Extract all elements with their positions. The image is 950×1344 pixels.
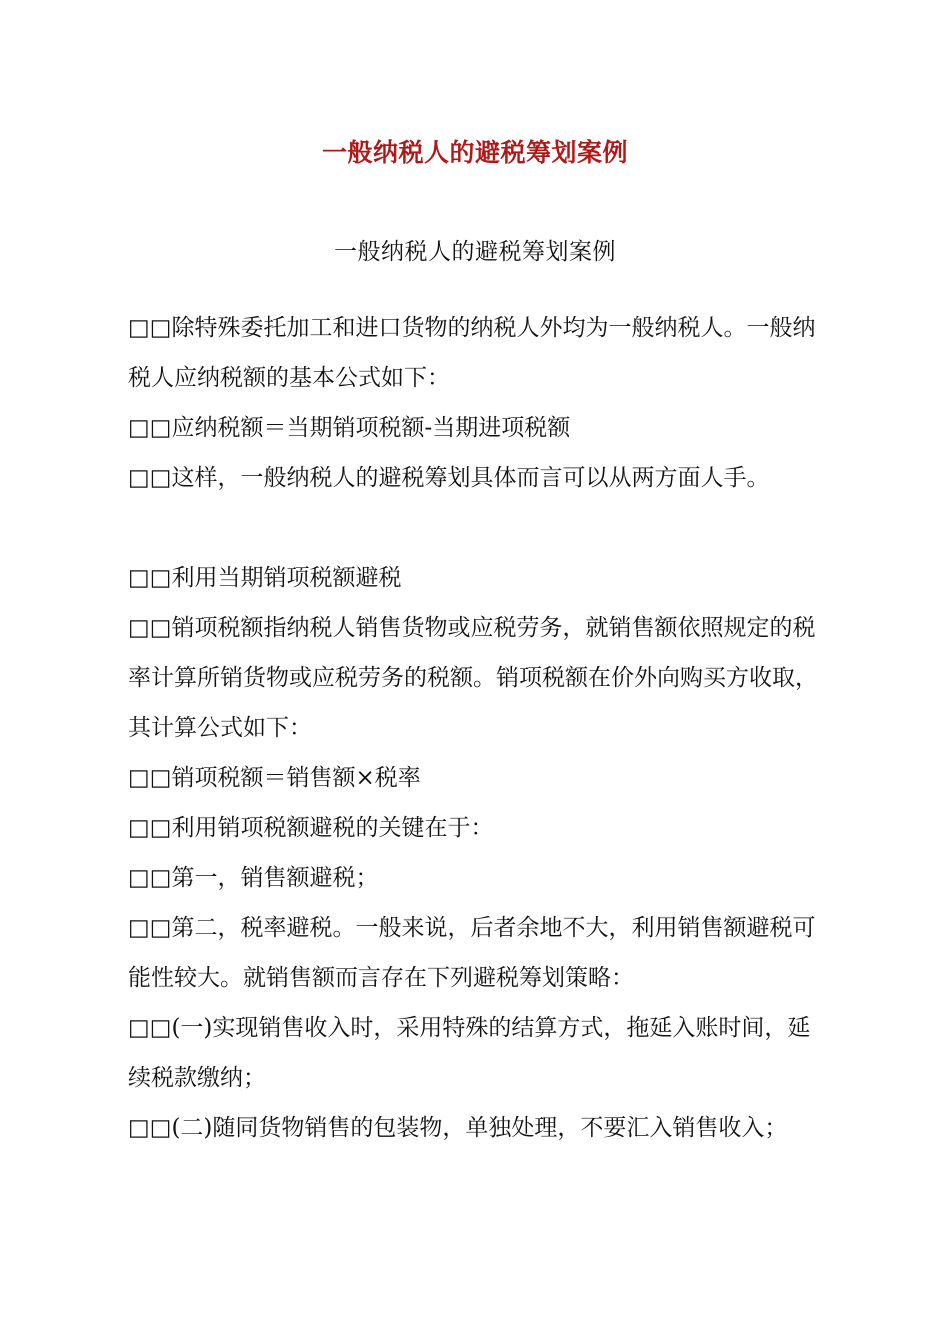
paragraph-spacer xyxy=(128,503,828,553)
document-body xyxy=(128,303,828,1153)
paragraph: □□除特殊委托加工和进口货物的纳税人外均为一般纳税人。一般纳税人应纳税额的基本公式如下： xyxy=(128,315,816,391)
section-heading: □□利用当期销项税额避税 xyxy=(128,565,402,591)
paragraph: □□第一，销售额避税； xyxy=(128,865,379,891)
paragraph: □□第二，税率避税。一般来说，后者余地不大，利用销售额避税可能性较大。就销售额而言存在下列避税筹划策略： xyxy=(128,915,816,991)
paragraph: □□(一)实现销售收入时，采用特殊的结算方式，拖延入账时间，延续税款缴纳； xyxy=(128,1015,811,1091)
paragraph: □□销项税额指纳税人销售货物或应税劳务，就销售额依照规定的税率计算所销货物或应税劳务的税额。销项税额在价外向购买方收取，其计算公式如下： xyxy=(128,615,818,741)
paragraph: □□这样，一般纳税人的避税筹划具体而言可以从两方面人手。 xyxy=(128,465,770,491)
document-title: 一般纳税人的避税筹划案例 xyxy=(321,138,628,167)
paragraph: □□销项税额＝销售额×税率 xyxy=(128,765,421,791)
paragraph: □□(二)随同货物销售的包装物，单独处理，不要汇入销售收入； xyxy=(128,1115,788,1141)
document-subtitle: 一般纳税人的避税筹划案例 xyxy=(334,239,616,265)
paragraph: □□应纳税额＝当期销项税额-当期进项税额 xyxy=(128,415,571,441)
paragraph: □□利用销项税额避税的关键在于： xyxy=(128,815,494,841)
